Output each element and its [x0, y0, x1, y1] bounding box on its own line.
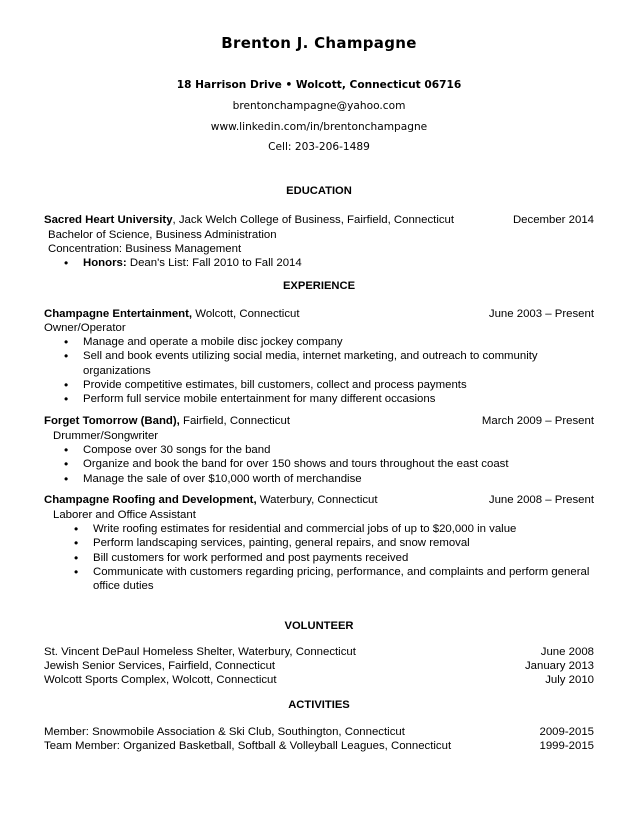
- volunteer-row: [44, 645, 594, 660]
- activity-row: [44, 725, 594, 740]
- activities-heading: ACTIVITIES: [288, 699, 350, 711]
- job-header-row: [44, 307, 594, 322]
- list-item: • Manage the sale of over $10,000 worth of merchandise: [64, 472, 604, 486]
- job-title: Laborer and Office Assistant: [53, 509, 196, 521]
- school-details: , Jack Welch College of Business, Fairfield, Connecticut: [172, 214, 455, 226]
- company-name: Champagne Entertainment,: [44, 308, 193, 320]
- list-item: • Write roofing estimates for residential and commercial jobs of up to $20,000 in value: [74, 522, 614, 536]
- company-location: Waterbury, Connecticut: [256, 494, 378, 506]
- experience-heading: EXPERIENCE: [282, 280, 356, 292]
- list-item: • Compose over 30 songs for the band: [64, 443, 604, 457]
- list-item: • Sell and book events utilizing social media, internet marketing, and outreach to community organizations: [64, 349, 604, 378]
- email-address: brentonchampagne@yahoo.com: [232, 100, 406, 112]
- degree: Bachelor of Science, Business Administration: [48, 229, 277, 241]
- list-item: • Perform full service mobile entertainment for many different occasions: [64, 392, 604, 406]
- list-item: [64, 256, 604, 270]
- job-title: Owner/Operator: [44, 322, 126, 334]
- list-item: • Communicate with customers regarding pricing, performance, and complaints and perform general office duties: [74, 565, 614, 594]
- concentration: Concentration: Business Management: [48, 243, 242, 255]
- candidate-name: Brenton J. Champagne: [221, 34, 417, 52]
- list-item: • Manage and operate a mobile disc jockey company: [64, 335, 604, 349]
- school-name: Sacred Heart University: [44, 214, 173, 226]
- volunteer-heading: VOLUNTEER: [284, 620, 354, 632]
- activity-date: 1999-2015: [539, 740, 594, 752]
- job-dates: June 2008 – Present: [488, 494, 594, 506]
- list-item: • Bill customers for work performed and post payments received: [74, 551, 614, 565]
- company-name: Champagne Roofing and Development,: [44, 494, 257, 506]
- education-heading: EDUCATION: [286, 185, 352, 197]
- job-title: Drummer/Songwriter: [53, 430, 159, 442]
- list-item: • Organize and book the band for over 150 shows and tours throughout the east coast: [64, 457, 604, 471]
- activity-date: 2009-2015: [539, 726, 594, 738]
- list-item: • Perform landscaping services, painting, general repairs, and snow removal: [74, 536, 614, 550]
- activity-row: [44, 739, 594, 754]
- volunteer-row: [44, 659, 594, 674]
- linkedin-url: www.linkedin.com/in/brentonchampagne: [210, 121, 428, 133]
- volunteer-date: June 2008: [540, 646, 594, 658]
- company-location: Fairfield, Connecticut: [179, 415, 291, 427]
- cell-phone: Cell: 203-206-1489: [268, 141, 370, 153]
- volunteer-date: July 2010: [545, 674, 594, 686]
- volunteer-org: Wolcott Sports Complex, Wolcott, Connecticut: [44, 674, 277, 686]
- job-dates: March 2009 – Present: [481, 415, 594, 427]
- activity-text: Member: Snowmobile Association & Ski Club, Southington, Connecticut: [44, 726, 405, 738]
- volunteer-date: January 2013: [524, 660, 594, 672]
- education-honors-list: [64, 256, 604, 270]
- job-dates: June 2003 – Present: [488, 308, 594, 320]
- volunteer-org: St. Vincent DePaul Homeless Shelter, Waterbury, Connecticut: [44, 646, 356, 658]
- company-location: Wolcott, Connecticut: [192, 308, 300, 320]
- job-header-row: [44, 414, 594, 429]
- job-bullets: [64, 335, 604, 406]
- volunteer-row: [44, 673, 594, 688]
- job-header-row: [44, 493, 594, 508]
- honors-text: Dean's List: Fall 2010 to Fall 2014: [126, 257, 302, 269]
- address-line: 18 Harrison Drive • Wolcott, Connecticut 06716: [176, 79, 462, 91]
- education-school-row: [44, 213, 594, 228]
- list-item: • Provide competitive estimates, bill customers, collect and process payments: [64, 378, 604, 392]
- honors-label: Honors:: [83, 257, 127, 269]
- volunteer-org: Jewish Senior Services, Fairfield, Connecticut: [44, 660, 276, 672]
- company-name: Forget Tomorrow (Band),: [44, 415, 180, 427]
- job-bullets: [64, 443, 604, 486]
- job-bullets: [74, 522, 614, 593]
- activity-text: Team Member: Organized Basketball, Softball & Volleyball Leagues, Connecticut: [44, 740, 452, 752]
- graduation-date: December 2014: [512, 214, 594, 226]
